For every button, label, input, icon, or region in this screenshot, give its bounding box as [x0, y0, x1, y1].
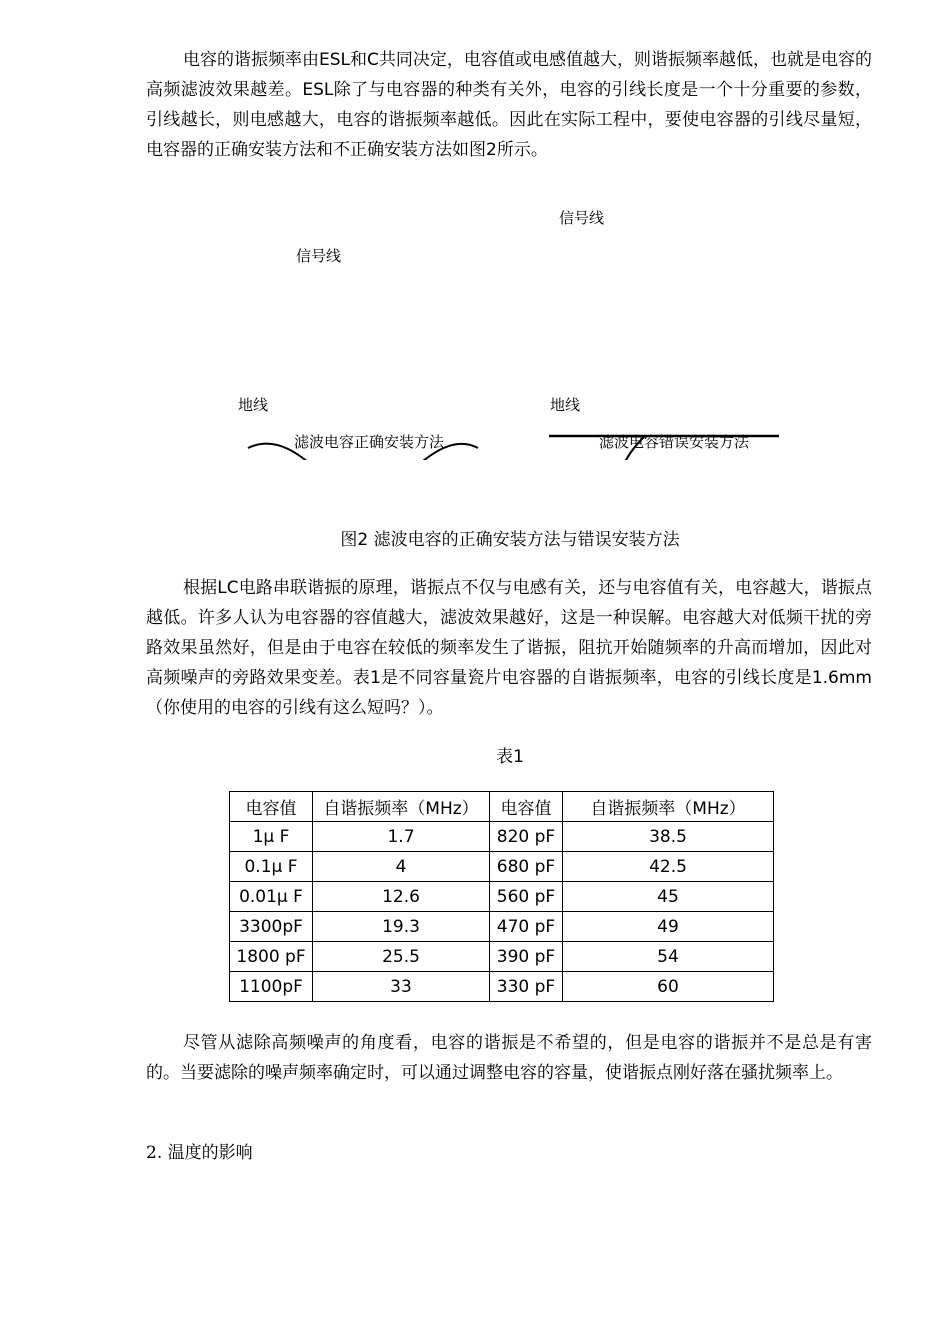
resonance-table: [229, 791, 774, 1002]
table-cell: 560 pF: [490, 882, 563, 912]
paragraph-2: 根据LC电路串联谐振的原理，谐振点不仅与电感有关，还与电容值有关，电容越大，谐振点越低。许多人认为电容器的容值越大，滤波效果越好，这是一种误解。电容越大对低频干扰的旁路效果虽然好，但是由于电容在较低的频率发生了谐振，阻抗开始随频率的升高而增加，因此对高频噪声的旁路效果变差。表1是不同容量瓷片电容器的自谐振频率，电容的引线长度是1.6mm（你使用的电容的引线有这么短吗？）。: [146, 578, 872, 718]
paragraph-3: 尽管从滤除高频噪声的角度看，电容的谐振是不希望的，但是电容的谐振并不是总是有害的。当要滤除的噪声频率确定时，可以通过调整电容的容量，使谐振点刚好落在骚扰频率上。: [146, 1033, 872, 1083]
table-row: [230, 942, 774, 972]
table-cell: 42.5: [563, 852, 774, 882]
left-ground-label: 地线: [238, 396, 269, 414]
table-row: [230, 882, 774, 912]
installation-diagram: [0, 190, 950, 460]
left-signal-label: 信号线: [296, 247, 342, 265]
left-sub-caption: 滤波电容正确安装方法: [294, 433, 445, 451]
table-row: [230, 972, 774, 1002]
right-signal-label: 信号线: [559, 209, 605, 227]
table-cell: 33: [313, 972, 490, 1002]
table-title: 表1: [496, 747, 524, 767]
right-sub-caption: 滤波电容错误安装方法: [599, 433, 750, 451]
table-cell: 45: [563, 882, 774, 912]
table-cell: 330 pF: [490, 972, 563, 1002]
table-row: [230, 822, 774, 852]
table-cell: 25.5: [313, 942, 490, 972]
table-cell: 820 pF: [490, 822, 563, 852]
table-row: [230, 912, 774, 942]
figure-caption: 图2 滤波电容的正确安装方法与错误安装方法: [340, 530, 680, 550]
table-cell: 60: [563, 972, 774, 1002]
right-ground-label: 地线: [550, 396, 581, 414]
header-capacitance-2: 电容值: [490, 792, 563, 822]
header-frequency-2: 自谐振频率（MHz）: [563, 792, 774, 822]
table-cell: 1.7: [313, 822, 490, 852]
table-row: [230, 852, 774, 882]
header-frequency: 自谐振频率（MHz）: [313, 792, 490, 822]
table-cell: 0.01μ F: [230, 882, 313, 912]
table-cell: 390 pF: [490, 942, 563, 972]
table-cell: 54: [563, 942, 774, 972]
table-cell: 1100pF: [230, 972, 313, 1002]
table-cell: 38.5: [563, 822, 774, 852]
paragraph-1: 电容的谐振频率由ESL和C共同决定，电容值或电感值越大，则谐振频率越低，也就是电容的高频滤波效果越差。ESL除了与电容器的种类有关外，电容的引线长度是一个十分重要的参数，引线越长，则电感越大，电容的谐振频率越低。因此在实际工程中，要使电容器的引线尽量短，电容器的正确安装方法和不正确安装方法如图2所示。: [146, 50, 872, 160]
table-cell: 470 pF: [490, 912, 563, 942]
table-cell: 1μ F: [230, 822, 313, 852]
table-cell: 49: [563, 912, 774, 942]
header-capacitance: 电容值: [230, 792, 313, 822]
table-cell: 680 pF: [490, 852, 563, 882]
table-cell: 12.6: [313, 882, 490, 912]
table-cell: 4: [313, 852, 490, 882]
table-cell: 0.1μ F: [230, 852, 313, 882]
table-cell: 3300pF: [230, 912, 313, 942]
section-heading-temperature: 2. 温度的影响: [146, 1143, 253, 1163]
table-cell: 1800 pF: [230, 942, 313, 972]
table-cell: 19.3: [313, 912, 490, 942]
table-header-row: [230, 792, 774, 822]
